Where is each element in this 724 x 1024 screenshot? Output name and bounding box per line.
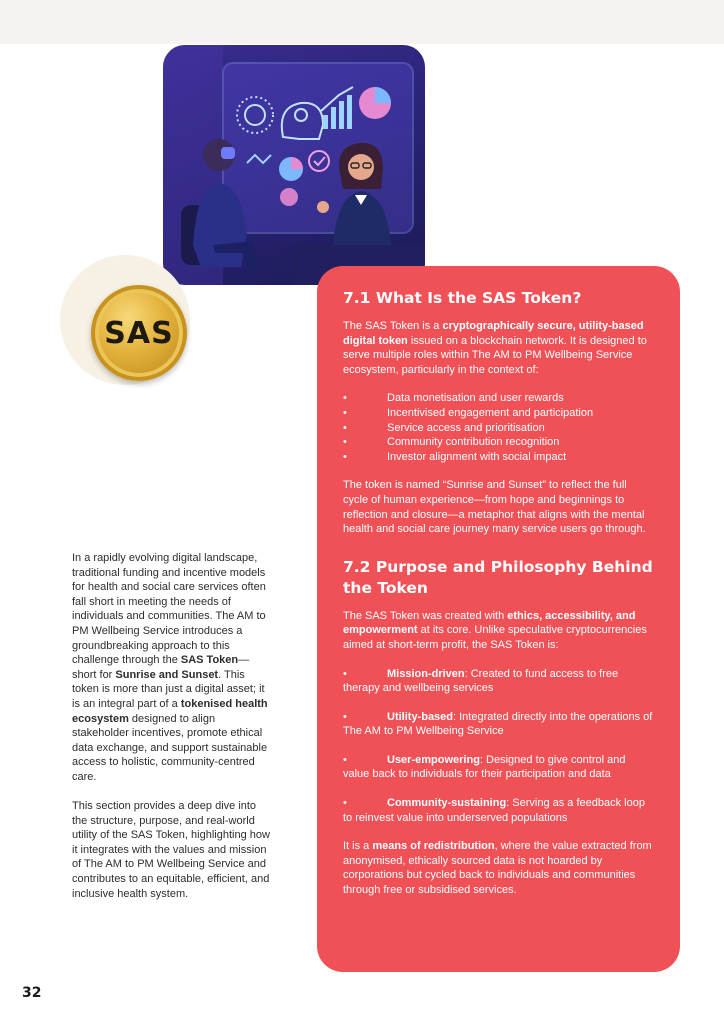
body-bold: means of redistribution [372,840,495,853]
intro-text: . This token is more than just a digital asset; it is an integral part of a [72,668,265,710]
section-overview-paragraph: This section provides a deep dive into the structure, purpose, and real-world utility of the SAS Token, highlighting how it integrates with the values and mission of The AM to PM Wellbeing Service and contributes to an equitable, efficient, and inclusive health system. [72,800,270,900]
sas-coin-logo [91,285,187,381]
body-text: at its core. Unlike speculative cryptocurrencies aimed at short-term profit, the SAS Token is: [343,624,647,651]
section-7-2-closing [343,839,654,897]
section-7-1-closing: The token is named “Sunrise and Sunset” to reflect the full cycle of human experience—from hope and beginnings to reflection and closure—a metaphor that aligns with the mental health and social care journey many service users go through. [343,479,646,536]
list-item: • Data monetisation and user rewards [343,391,654,406]
body-text: The SAS Token is a [343,320,443,332]
purpose-point: • Community-sustaining: Serving as a feedback loop to reinvest value into underserved populations [343,797,645,824]
section-7-1-heading: 7.1 What Is the SAS Token? [343,289,582,307]
purpose-point: • Mission-driven: Created to fund access to free therapy and wellbeing services [343,667,619,695]
intro-bold: SAS Token [180,654,239,667]
list-item: • Investor alignment with social impact [343,450,654,465]
pie-chart-icon [359,87,391,119]
body-text: issued on a blockchain network. It is designed to serve multiple roles within The AM to PM Wellbeing Service ecosystem, particularly in the context of: [343,334,647,376]
point-text: : Integrated directly into the operations of The AM to PM Wellbeing Service [343,710,653,738]
token-roles-list [343,391,654,464]
consultation-illustration [163,45,425,285]
intro-text: In a rapidly evolving digital landscape, traditional funding and incentive models for health and social care services often fall short in meeting the needs of individuals and communities. The AM to PM Wellbeing Service introduces a groundbreaking approach to this challenge through the [72,552,266,667]
list-item: • Community contribution recognition [343,435,654,450]
purpose-point: • User-empowering: Designed to give control and value back to individuals for their participation and data [343,753,626,781]
page-number: 32 [22,985,42,1001]
body-bold: ethics, accessibility, and empowerment [343,609,636,637]
section-7-2-intro [343,609,654,653]
intro-text: designed to align stakeholder incentives, promote ethical data exchange, and support sustainable access to holistic, community-centred care. [72,712,268,783]
point-text: : Designed to give control and value back to individuals for their participation and data [343,753,626,781]
section-7-2-heading: 7.2 Purpose and Philosophy Behind the Token [343,557,653,597]
purpose-point: • Utility-based: Integrated directly into the operations of The AM to PM Wellbeing Service [343,710,653,738]
list-item: • Service access and prioritisation [343,421,654,436]
intro-column [72,551,270,916]
point-title: Mission-driven [387,667,465,680]
point-title: Utility-based [387,710,454,723]
body-text: It is a [343,840,373,853]
body-text: The SAS Token was created with [343,609,508,622]
top-band [0,0,724,44]
intro-bold: tokenised health ecosystem [72,697,268,725]
body-bold: cryptographically secure, utility-based digital token [343,320,644,347]
point-title: User-empowering [387,753,480,766]
section-7-1-intro [343,319,654,377]
point-text: : Serving as a feedback loop to reinvest value into underserved populations [343,797,645,824]
intro-paragraph [72,551,270,785]
intro-bold: Sunrise and Sunset [115,668,219,681]
intro-text: —short for [72,654,250,681]
point-text: : Created to fund access to free therapy and wellbeing services [343,667,619,695]
list-item: • Incentivised engagement and participation [343,406,654,421]
body-text: , where the value extracted from anonymised, ethically sourced data is not hoarded by corporations but cycled back to individuals and communities through free or subsidised services. [343,840,652,897]
donut-chart-icon [279,157,303,181]
token-info-card [317,266,680,972]
coin-label: SAS [104,315,174,351]
point-title: Community-sustaining [387,797,507,810]
hero-illustration [163,45,425,285]
